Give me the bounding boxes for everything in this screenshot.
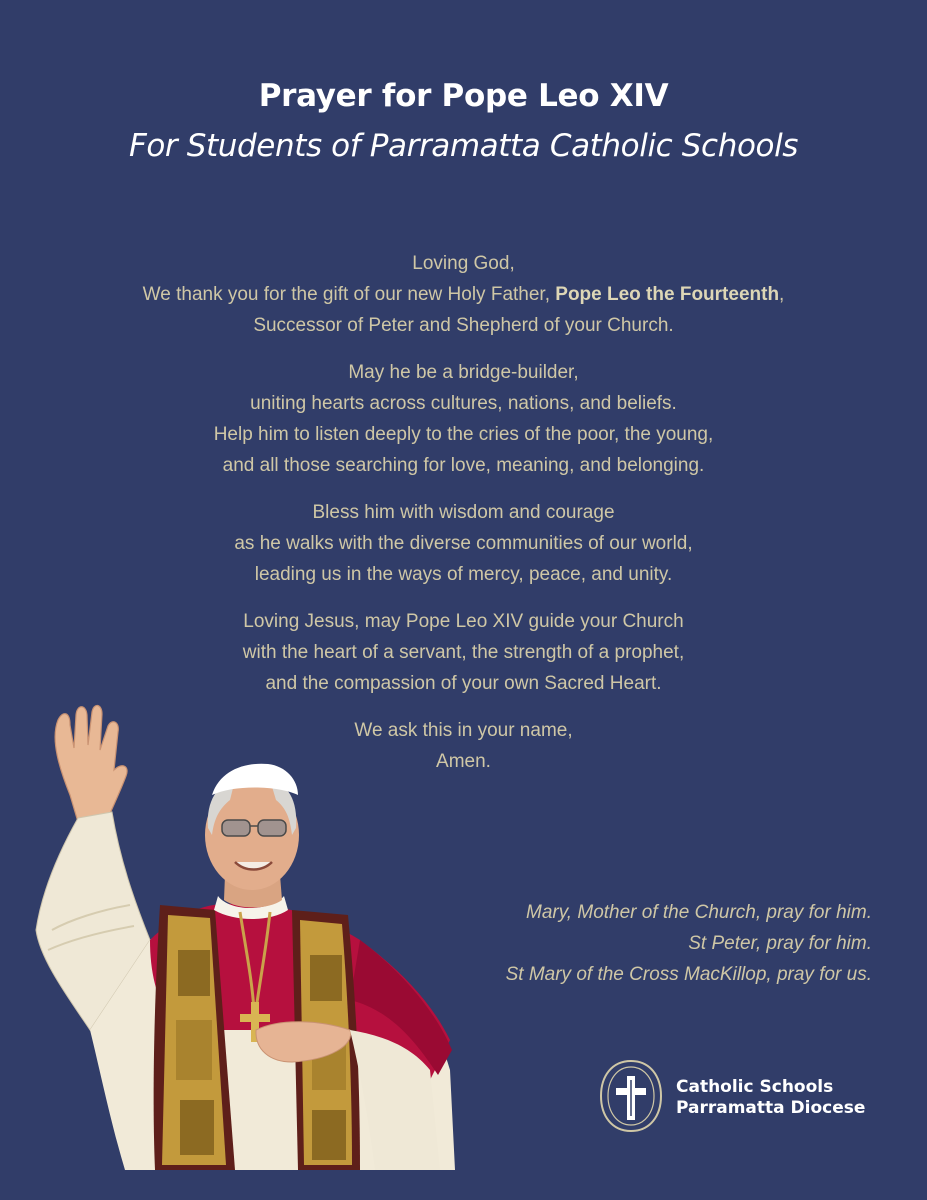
- raised-hand: [55, 705, 127, 822]
- cross-logo-icon: [598, 1058, 664, 1134]
- prayer-line: as he walks with the diverse communities of our world,: [234, 533, 693, 554]
- prayer-line: Help him to listen deeply to the cries of the poor, the young,: [213, 424, 714, 445]
- prayer-text: We thank you for the gift of our new Holy Father,: [142, 284, 556, 305]
- invocations: [506, 897, 872, 990]
- catholic-schools-logo: [598, 1058, 888, 1138]
- pope-name-bold: Pope Leo the Fourteenth: [555, 284, 780, 305]
- logo-line-1: Catholic Schools: [676, 1077, 834, 1097]
- invocation-line: St Peter, pray for him.: [688, 933, 872, 954]
- prayer-line: and the compassion of your own Sacred Heart.: [265, 673, 662, 694]
- prayer-stanza-4: [0, 606, 927, 699]
- prayer-line: [0, 279, 927, 310]
- invocation-line: St Mary of the Cross MacKillop, pray for us.: [505, 964, 872, 985]
- invocation-line: Mary, Mother of the Church, pray for him.: [526, 902, 872, 923]
- prayer-stanza-3: [0, 497, 927, 590]
- prayer-line: Bless him with wisdom and courage: [312, 502, 615, 523]
- prayer-text: ,: [779, 284, 785, 305]
- prayer-line: leading us in the ways of mercy, peace, and unity.: [254, 564, 673, 585]
- prayer-line: Loving God,: [412, 253, 515, 274]
- page-title: Prayer for Pope Leo XIV: [258, 78, 669, 114]
- prayer-stanza-1: [0, 248, 927, 341]
- prayer-line: Successor of Peter and Shepherd of your Church.: [253, 315, 674, 336]
- logo-text: [676, 1077, 865, 1119]
- prayer-line: Amen.: [436, 751, 491, 772]
- prayer-line: We ask this in your name,: [354, 720, 573, 741]
- prayer-stanza-2: [0, 357, 927, 481]
- logo-line-2: Parramatta Diocese: [676, 1098, 866, 1118]
- prayer-line: Loving Jesus, may Pope Leo XIV guide your Church: [243, 611, 684, 632]
- pope-waving-photo: [30, 700, 460, 1170]
- prayer-line: uniting hearts across cultures, nations, and beliefs.: [250, 393, 677, 414]
- prayer-line: with the heart of a servant, the strength of a prophet,: [242, 642, 685, 663]
- page-subtitle: For Students of Parramatta Catholic Schools: [128, 128, 799, 164]
- prayer-line: May he be a bridge-builder,: [348, 362, 579, 383]
- prayer-line: and all those searching for love, meaning, and belonging.: [222, 455, 705, 476]
